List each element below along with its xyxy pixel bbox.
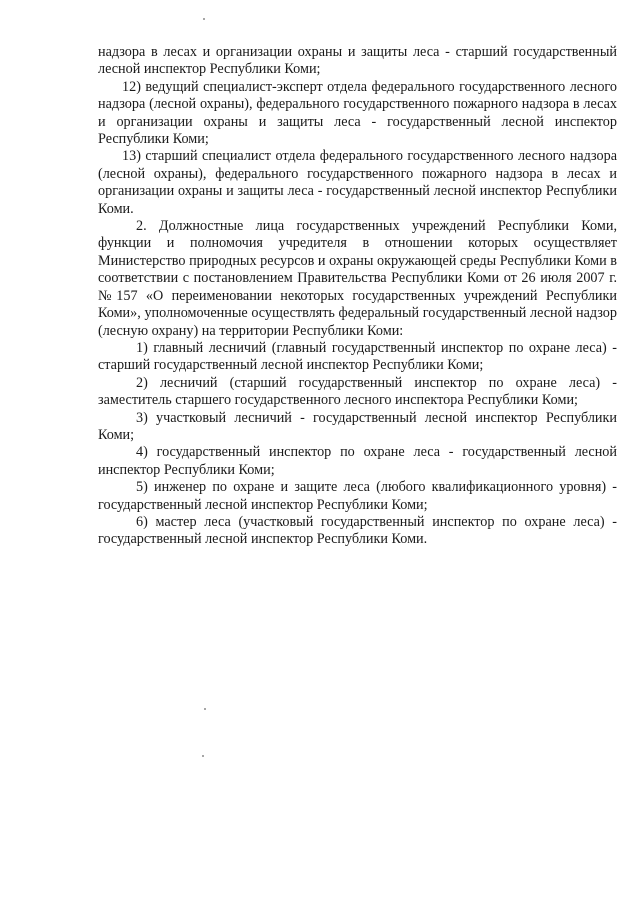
list-item-13: 13) старший специалист отдела федерального государственного лесного надзора (лесной охраны), федерального государственного пожарного надзора в лесах и организации охраны и защиты леса - государственный лесной инспектор Республики Коми. [98,148,617,217]
list-item-4: 4) государственный инспектор по охране леса - государственный лесной инспектор Республики Коми; [98,444,617,478]
document-body [98,44,617,549]
list-item-1: 1) главный лесничий (главный государственный инспектор по охране леса) - старший государственный лесной инспектор Республики Коми; [98,339,617,374]
scan-speck [204,708,206,710]
list-item-5: 5) инженер по охране и защите леса (любого квалификационного уровня) - государственный лесной инспектор Республики Коми; [98,479,617,513]
scan-speck [202,755,204,757]
list-item-2: 2) лесничий (старший государственный инспектор по охране леса) - заместитель старшего государственного лесного инспектора Республики Коми; [98,374,617,409]
paragraph-continuation: надзора в лесах и организации охраны и защиты леса - старший государственный лесной инспектор Республики Коми; [98,44,617,78]
scan-speck [203,18,205,20]
section-2-paragraph: 2. Должностные лица государственных учреждений Республики Коми, функции и полномочия учредителя в отношении которых осуществляет Министерство природных ресурсов и охраны окружающей среды Республики Коми в соответствии с постановлением Правительства Республики Коми от 26 июля 2007 г. №157 «О переименовании некоторых государственных учреждений Республики Коми», уполномоченные осуществлять федеральный государственный лесной надзор (лесную охрану) на территории Республики Коми: [98,218,617,339]
list-item-3: 3) участковый лесничий - государственный лесной инспектор Республики Коми; [98,409,617,443]
list-item-12: 12) ведущий специалист-эксперт отдела федерального государственного лесного надзора (лесной охраны), федерального государственного пожарного надзора в лесах и организации охраны и защиты леса - государственный лесной инспектор Республики Коми; [98,78,617,148]
list-item-6: 6) мастер леса (участковый государственный инспектор по охране леса) - государственный лесной инспектор Республики Коми. [98,513,617,548]
